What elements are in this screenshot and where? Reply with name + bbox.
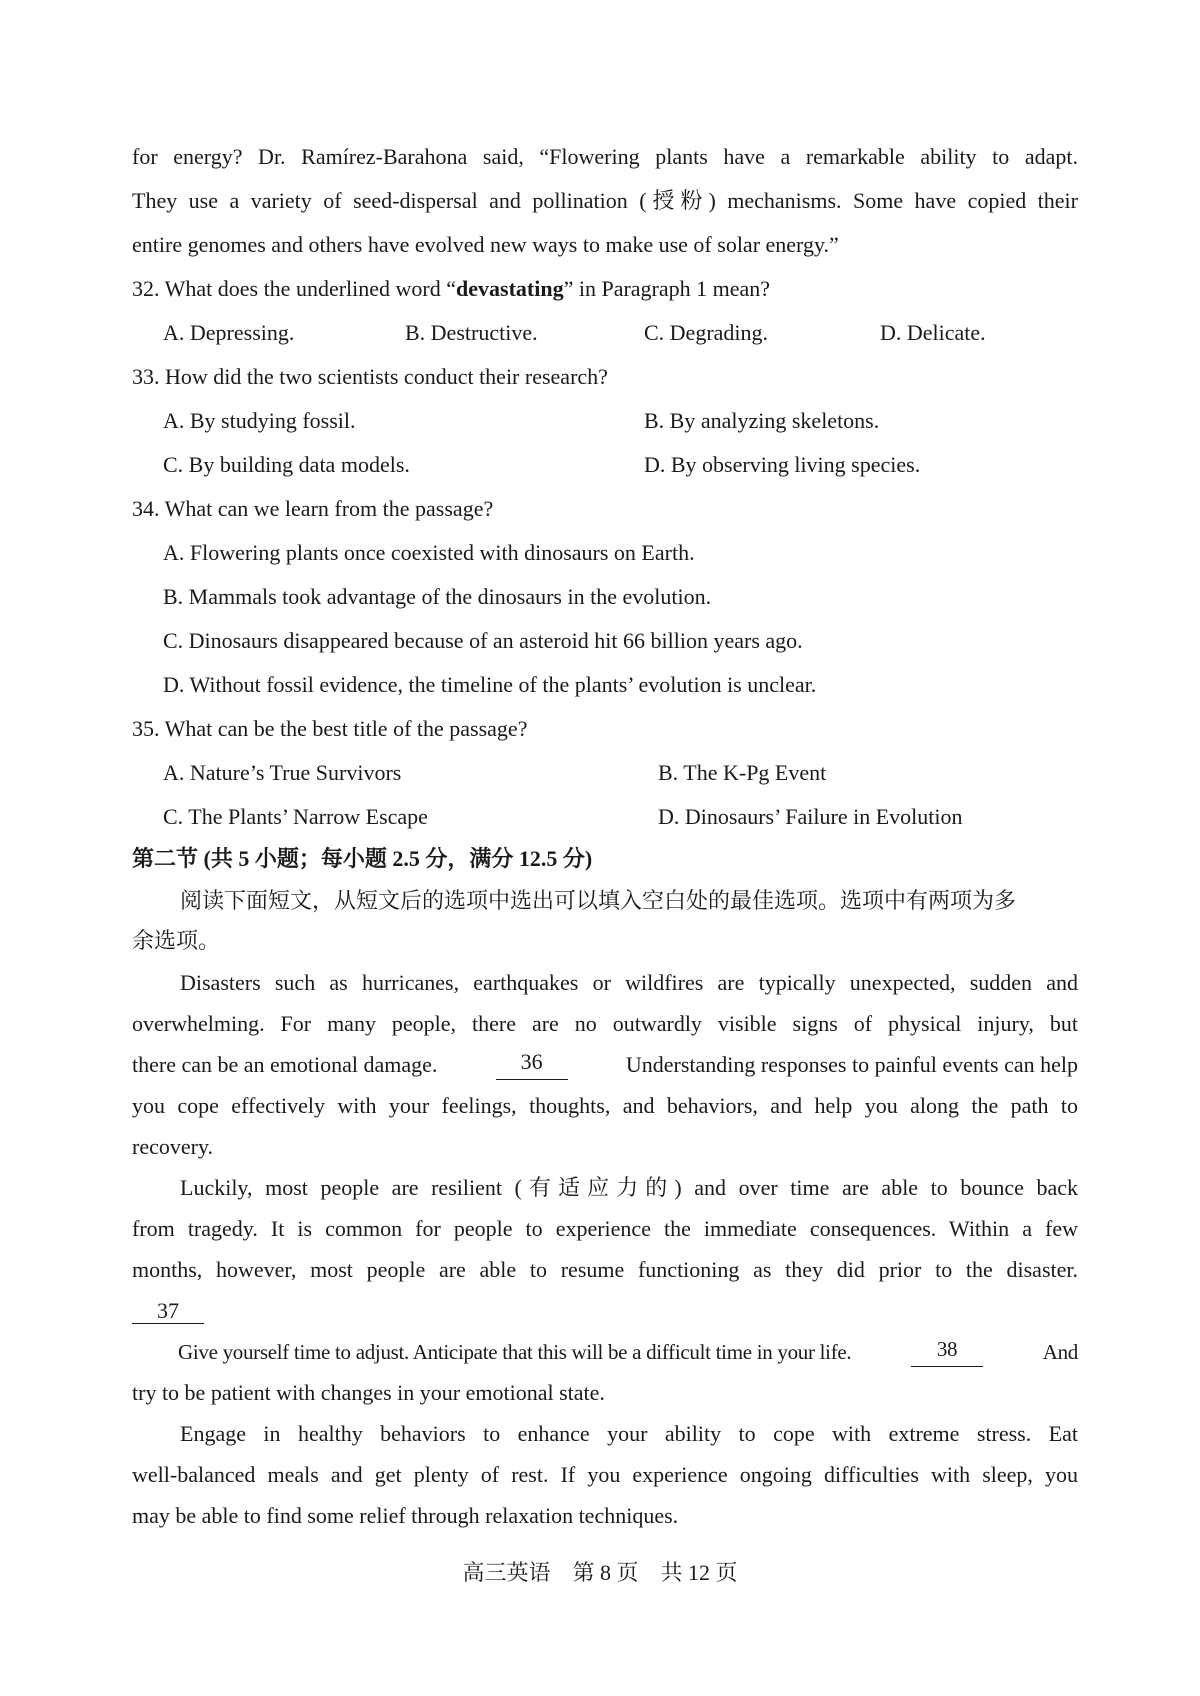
option-a: A. Depressing. <box>163 320 295 345</box>
option-a: A. By studying fossil. <box>163 408 356 433</box>
cloze-line: Disasters such as hurricanes, earthquakes or wildfires are typically unexpected, sudden and <box>180 970 1078 995</box>
section-heading: 第二节 (共 5 小题；每小题 2.5 分，满分 12.5 分) <box>132 846 593 871</box>
stem-text: 32. What does the underlined word “ <box>132 276 457 301</box>
blank-36[interactable]: 36 <box>496 1050 568 1080</box>
option-d: D. Delicate. <box>880 320 986 345</box>
question-32-stem <box>132 274 770 304</box>
underlined-word: devastating <box>456 276 564 301</box>
page-footer: 高三英语 第 8 页 共 12 页 <box>462 1560 738 1585</box>
option-c: C. Degrading. <box>644 320 769 345</box>
question-34-stem: 34. What can we learn from the passage? <box>132 496 494 521</box>
cloze-line: you cope effectively with your feelings, thoughts, and behaviors, and help you along the path to <box>132 1093 1078 1118</box>
question-35-stem: 35. What can be the best title of the passage? <box>132 716 528 741</box>
option-b: B. The K-Pg Event <box>658 760 827 785</box>
cloze-line: months, however, most people are able to resume functioning as they did prior to the disaster. <box>132 1257 1078 1282</box>
option-d: D. Dinosaurs’ Failure in Evolution <box>658 804 963 829</box>
question-33-stem: 33. How did the two scientists conduct their research? <box>132 364 608 389</box>
instruction-line: 余选项。 <box>132 928 221 953</box>
option-c: C. The Plants’ Narrow Escape <box>163 804 428 829</box>
cloze-line: Engage in healthy behaviors to enhance your ability to cope with extreme stress. Eat <box>180 1421 1078 1446</box>
cloze-line-with-blank <box>132 1050 1078 1080</box>
passage-line: entire genomes and others have evolved new ways to make use of solar energy.” <box>132 232 839 257</box>
cloze-text: Understanding responses to painful events can help <box>625 1052 1078 1077</box>
cloze-line: may be able to find some relief through relaxation techniques. <box>132 1503 679 1528</box>
option-b: B. By analyzing skeletons. <box>644 408 880 433</box>
option-b: B. Mammals took advantage of the dinosaurs in the evolution. <box>163 584 712 609</box>
cloze-line: well-balanced meals and get plenty of rest. If you experience ongoing difficulties with sleep, you <box>132 1462 1078 1487</box>
cloze-text: And <box>1042 1340 1078 1364</box>
option-c: C. Dinosaurs disappeared because of an asteroid hit 66 billion years ago. <box>163 628 803 653</box>
cloze-line-with-blank <box>178 1337 1078 1367</box>
option-d: D. Without fossil evidence, the timeline of the plants’ evolution is unclear. <box>163 672 817 697</box>
cloze-line: try to be patient with changes in your emotional state. <box>132 1380 605 1405</box>
option-c: C. By building data models. <box>163 452 410 477</box>
cloze-text: Give yourself time to adjust. Anticipate that this will be a difficult time in your life. <box>178 1340 852 1364</box>
stem-text: ” in Paragraph 1 mean? <box>563 276 771 301</box>
passage-line: They use a variety of seed-dispersal and pollination (授粉) mechanisms. Some have copied their <box>132 188 1078 213</box>
instruction-line: 阅读下面短文，从短文后的选项中选出可以填入空白处的最佳选项。选项中有两项为多 <box>180 888 1017 913</box>
blank-38[interactable]: 38 <box>911 1337 983 1367</box>
cloze-line: overwhelming. For many people, there are no outwardly visible signs of physical injury, but <box>132 1011 1078 1036</box>
cloze-line: Luckily, most people are resilient (有适应力的) and over time are able to bounce back <box>180 1175 1078 1200</box>
option-b: B. Destructive. <box>405 320 538 345</box>
option-a: A. Flowering plants once coexisted with dinosaurs on Earth. <box>163 540 695 565</box>
passage-line: for energy? Dr. Ramírez-Barahona said, “Flowering plants have a remarkable ability to adapt. <box>132 144 1078 169</box>
option-d: D. By observing living species. <box>644 452 921 477</box>
cloze-line: from tragedy. It is common for people to experience the immediate consequences. Within a few <box>132 1216 1078 1241</box>
blank-37[interactable]: 37 <box>132 1299 204 1324</box>
cloze-text: there can be an emotional damage. <box>132 1052 438 1077</box>
cloze-line: recovery. <box>132 1134 214 1159</box>
option-a: A. Nature’s True Survivors <box>163 760 402 785</box>
cloze-line-with-blank <box>132 1296 204 1326</box>
